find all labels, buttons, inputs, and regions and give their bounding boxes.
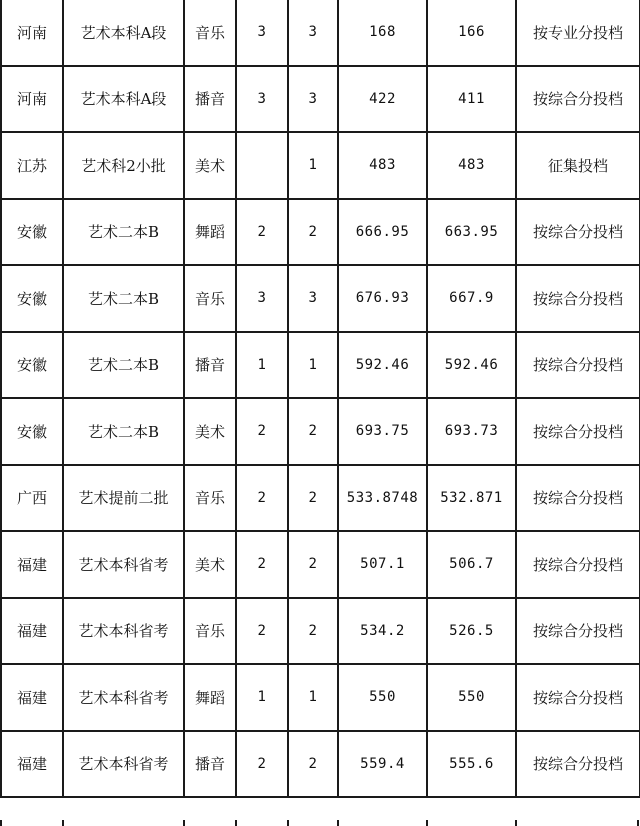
table-row	[1, 0, 640, 66]
table-row	[1, 199, 640, 266]
table-row	[1, 265, 640, 332]
plan-count-cell: 3	[236, 66, 288, 133]
max-score-cell: 693.75	[338, 398, 427, 465]
category-cell: 播音	[184, 332, 236, 399]
column-edge	[0, 820, 2, 826]
admitted-count-cell: 2	[288, 731, 338, 798]
max-score-cell: 533.8748	[338, 465, 427, 532]
batch-cell: 艺术本科省考	[63, 598, 184, 665]
min-score-cell: 411	[427, 66, 516, 133]
admission-rule-cell: 按综合分投档	[516, 66, 640, 133]
batch-cell: 艺术本科省考	[63, 531, 184, 598]
admitted-count-cell: 1	[288, 664, 338, 731]
table-row	[1, 66, 640, 133]
admitted-count-cell: 1	[288, 332, 338, 399]
next-row-edge	[0, 820, 640, 826]
table-row	[1, 664, 640, 731]
min-score-cell: 550	[427, 664, 516, 731]
batch-cell: 艺术提前二批	[63, 465, 184, 532]
admitted-count-cell: 3	[288, 265, 338, 332]
plan-count-cell: 2	[236, 465, 288, 532]
plan-count-cell: 2	[236, 598, 288, 665]
category-cell: 美术	[184, 398, 236, 465]
min-score-cell: 555.6	[427, 731, 516, 798]
max-score-cell: 483	[338, 132, 427, 199]
admission-rule-cell: 按综合分投档	[516, 664, 640, 731]
category-cell: 舞蹈	[184, 664, 236, 731]
admitted-count-cell: 2	[288, 598, 338, 665]
column-edge	[426, 820, 428, 826]
province-cell: 福建	[1, 531, 63, 598]
table-body	[1, 0, 640, 797]
province-cell: 福建	[1, 598, 63, 665]
table-row	[1, 398, 640, 465]
table-row	[1, 598, 640, 665]
category-cell: 播音	[184, 731, 236, 798]
admitted-count-cell: 2	[288, 531, 338, 598]
column-edge	[62, 820, 64, 826]
category-cell: 音乐	[184, 598, 236, 665]
table-row	[1, 465, 640, 532]
column-edge	[515, 820, 517, 826]
category-cell: 音乐	[184, 265, 236, 332]
plan-count-cell: 3	[236, 265, 288, 332]
batch-cell: 艺术科2小批	[63, 132, 184, 199]
max-score-cell: 559.4	[338, 731, 427, 798]
province-cell: 福建	[1, 664, 63, 731]
admission-rule-cell: 按综合分投档	[516, 465, 640, 532]
max-score-cell: 507.1	[338, 531, 427, 598]
province-cell: 河南	[1, 0, 63, 66]
province-cell: 安徽	[1, 265, 63, 332]
min-score-cell: 506.7	[427, 531, 516, 598]
province-cell: 广西	[1, 465, 63, 532]
max-score-cell: 422	[338, 66, 427, 133]
column-edge	[287, 820, 289, 826]
plan-count-cell: 2	[236, 531, 288, 598]
category-cell: 音乐	[184, 0, 236, 66]
max-score-cell: 534.2	[338, 598, 427, 665]
plan-count-cell: 2	[236, 398, 288, 465]
batch-cell: 艺术本科A段	[63, 0, 184, 66]
min-score-cell: 526.5	[427, 598, 516, 665]
min-score-cell: 667.9	[427, 265, 516, 332]
admitted-count-cell: 3	[288, 66, 338, 133]
table-row	[1, 531, 640, 598]
admitted-count-cell: 1	[288, 132, 338, 199]
province-cell: 安徽	[1, 398, 63, 465]
category-cell: 音乐	[184, 465, 236, 532]
admission-rule-cell: 征集投档	[516, 132, 640, 199]
admission-rule-cell: 按综合分投档	[516, 265, 640, 332]
min-score-cell: 663.95	[427, 199, 516, 266]
category-cell: 播音	[184, 66, 236, 133]
max-score-cell: 550	[338, 664, 427, 731]
batch-cell: 艺术二本B	[63, 398, 184, 465]
table-row	[1, 731, 640, 798]
plan-count-cell: 2	[236, 199, 288, 266]
admission-rule-cell: 按综合分投档	[516, 531, 640, 598]
column-edge	[337, 820, 339, 826]
max-score-cell: 592.46	[338, 332, 427, 399]
column-edge	[637, 820, 639, 826]
plan-count-cell: 2	[236, 731, 288, 798]
table-row	[1, 332, 640, 399]
max-score-cell: 666.95	[338, 199, 427, 266]
min-score-cell: 483	[427, 132, 516, 199]
table-row	[1, 132, 640, 199]
admission-rule-cell: 按综合分投档	[516, 598, 640, 665]
category-cell: 舞蹈	[184, 199, 236, 266]
admission-rule-cell: 按综合分投档	[516, 199, 640, 266]
min-score-cell: 592.46	[427, 332, 516, 399]
max-score-cell: 676.93	[338, 265, 427, 332]
category-cell: 美术	[184, 132, 236, 199]
category-cell: 美术	[184, 531, 236, 598]
batch-cell: 艺术二本B	[63, 332, 184, 399]
admitted-count-cell: 3	[288, 0, 338, 66]
batch-cell: 艺术本科省考	[63, 731, 184, 798]
plan-count-cell: 1	[236, 664, 288, 731]
plan-count-cell: 3	[236, 0, 288, 66]
admission-rule-cell: 按综合分投档	[516, 332, 640, 399]
province-cell: 江苏	[1, 132, 63, 199]
min-score-cell: 166	[427, 0, 516, 66]
admission-rule-cell: 按综合分投档	[516, 398, 640, 465]
min-score-cell: 693.73	[427, 398, 516, 465]
admitted-count-cell: 2	[288, 199, 338, 266]
admitted-count-cell: 2	[288, 465, 338, 532]
admission-rule-cell: 按专业分投档	[516, 0, 640, 66]
province-cell: 河南	[1, 66, 63, 133]
batch-cell: 艺术二本B	[63, 199, 184, 266]
batch-cell: 艺术本科A段	[63, 66, 184, 133]
plan-count-cell	[236, 132, 288, 199]
plan-count-cell: 1	[236, 332, 288, 399]
admission-rule-cell: 按综合分投档	[516, 731, 640, 798]
batch-cell: 艺术本科省考	[63, 664, 184, 731]
province-cell: 安徽	[1, 332, 63, 399]
province-cell: 福建	[1, 731, 63, 798]
max-score-cell: 168	[338, 0, 427, 66]
column-edge	[235, 820, 237, 826]
province-cell: 安徽	[1, 199, 63, 266]
min-score-cell: 532.871	[427, 465, 516, 532]
column-edge	[183, 820, 185, 826]
admitted-count-cell: 2	[288, 398, 338, 465]
batch-cell: 艺术二本B	[63, 265, 184, 332]
